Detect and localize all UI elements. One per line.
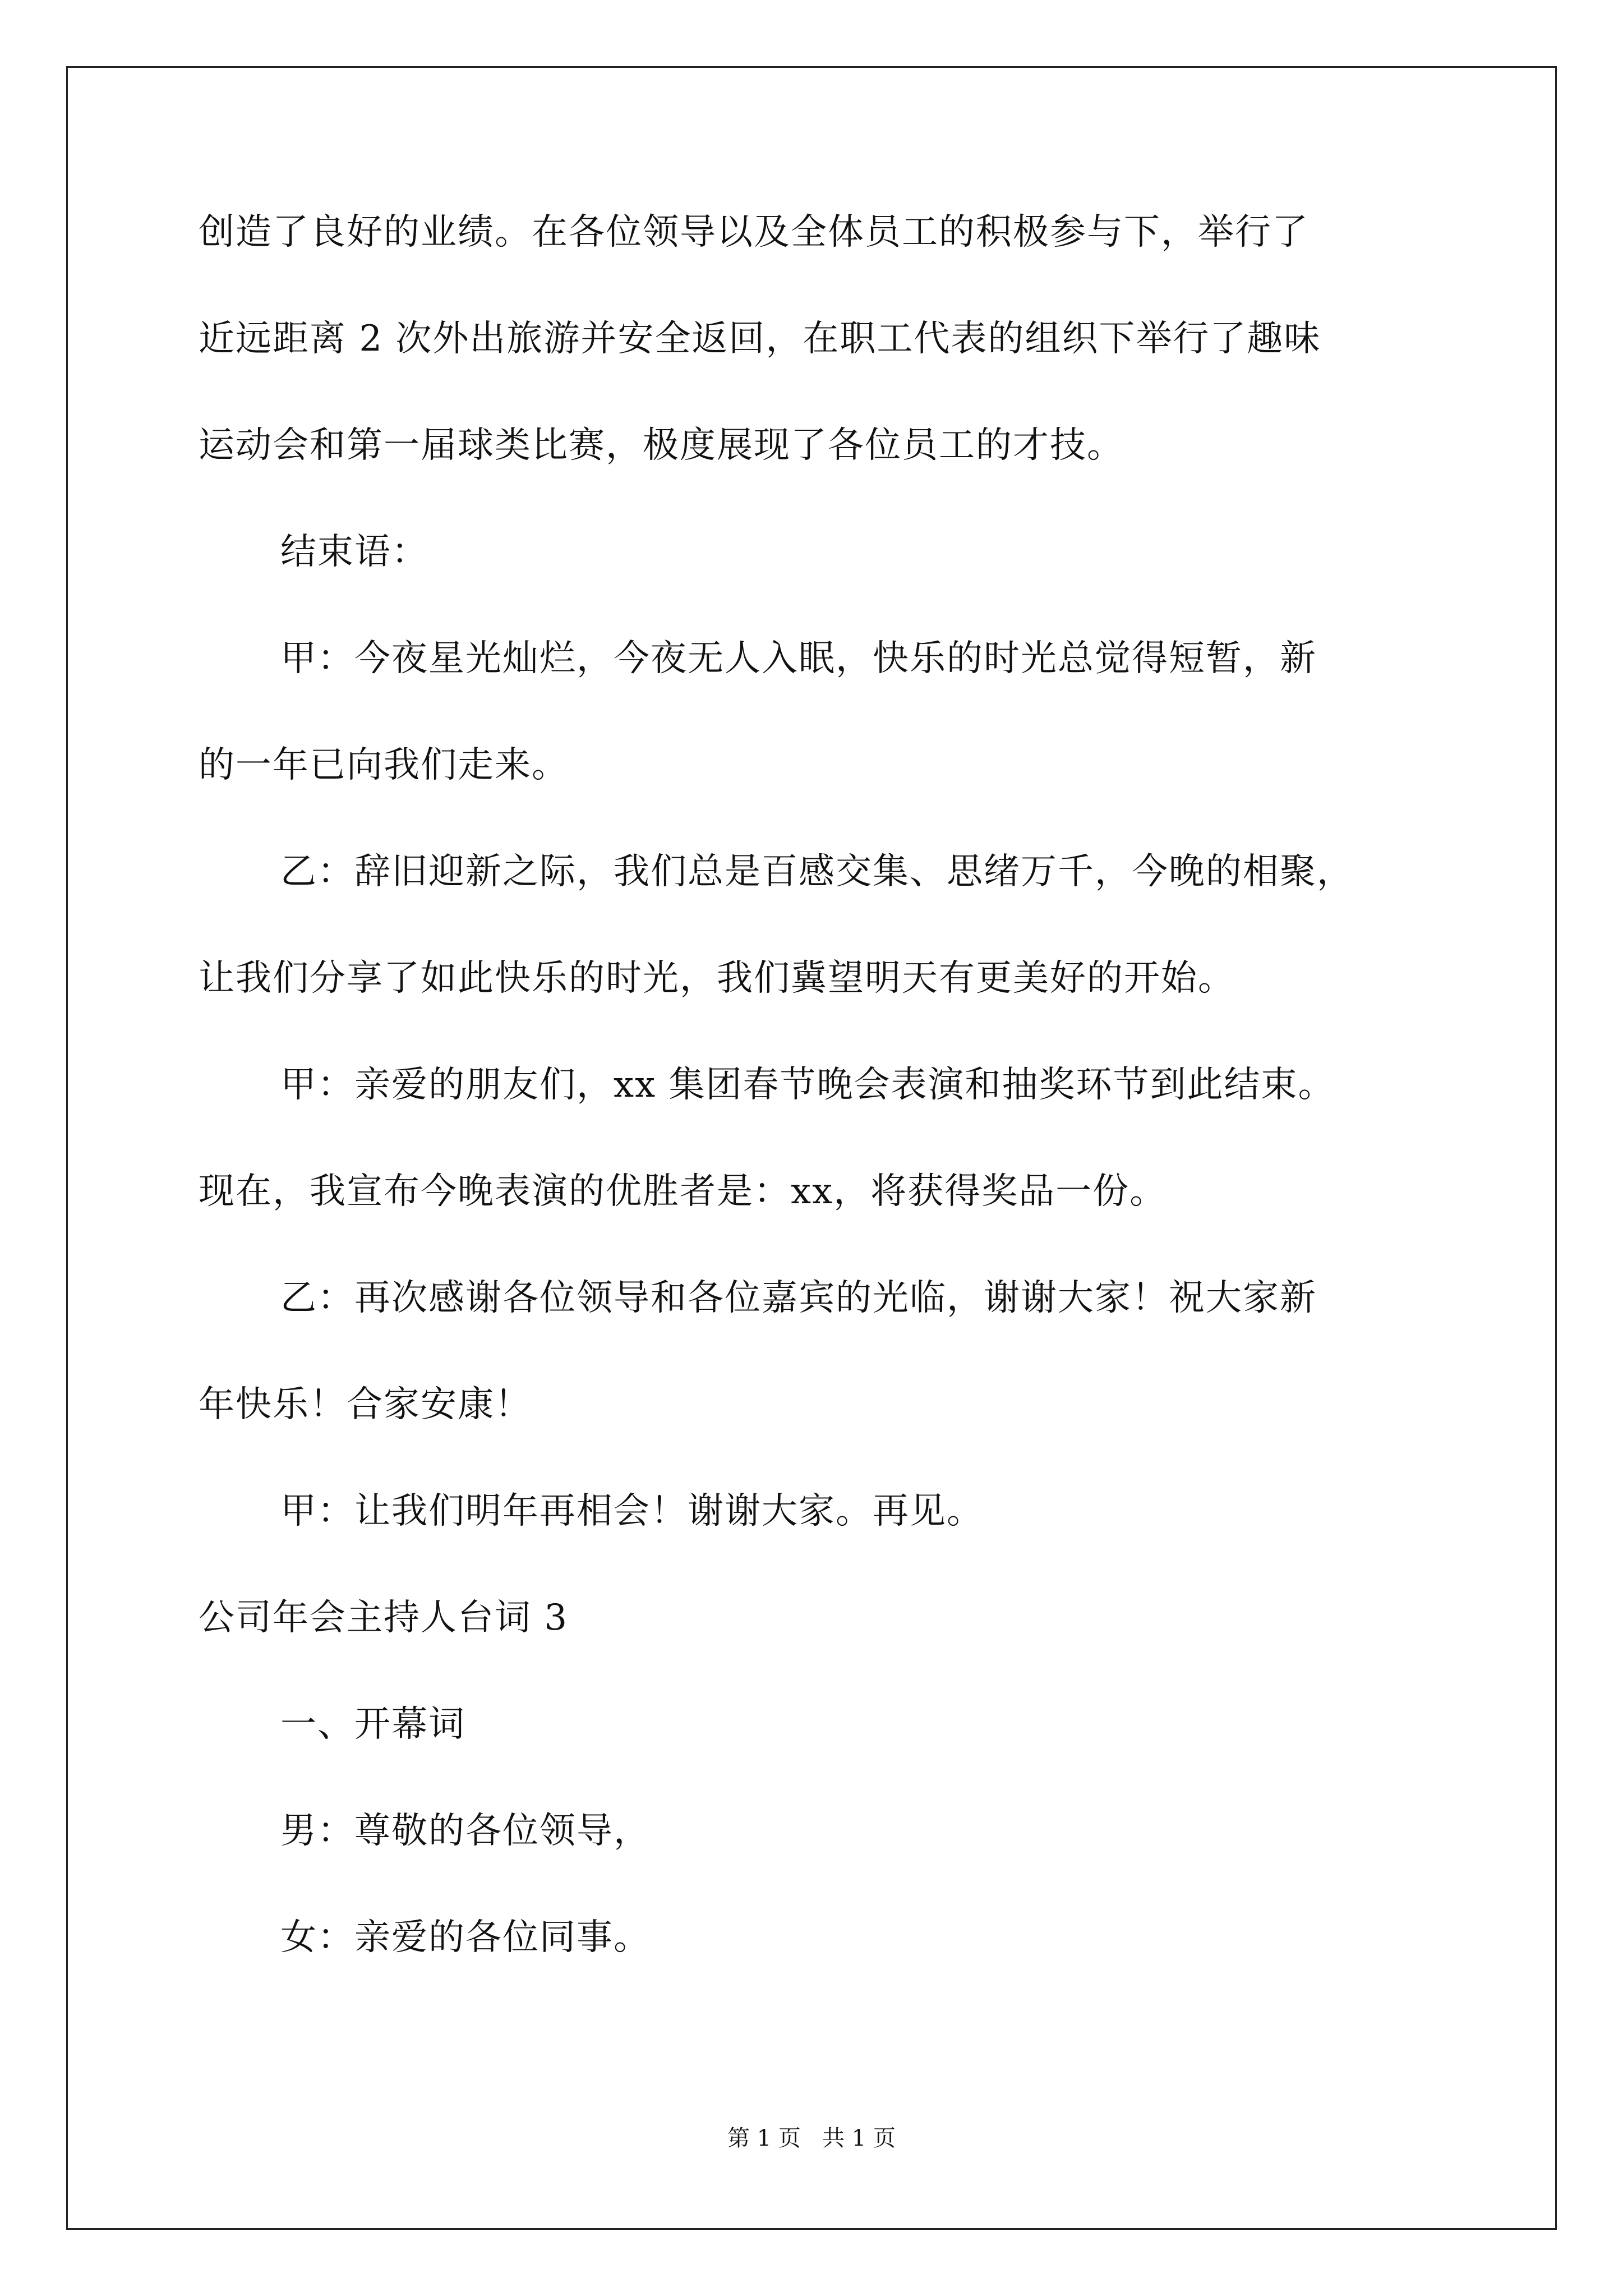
dialogue-line-jia-2-cont: 现在，我宣布今晚表演的优胜者是：xx，将获得奖品一份。 xyxy=(199,1171,1167,1212)
dialogue-line-male: 男：尊敬的各位领导， xyxy=(280,1810,651,1852)
dialogue-line-yi-2: 乙：再次感谢各位领导和各位嘉宾的光临，谢谢大家！祝大家新 xyxy=(280,1277,1317,1319)
document-section-title: 公司年会主持人台词 3 xyxy=(199,1597,569,1639)
subsection-heading-opening: 一、开幕词 xyxy=(280,1704,465,1745)
page-footer: 第 1 页 共 1 页 xyxy=(727,2125,896,2151)
section-heading-closing: 结束语： xyxy=(280,531,428,573)
dialogue-line-jia-2: 甲：亲爱的朋友们，xx 集团春节晚会表演和抽奖环节到此结束。 xyxy=(280,1064,1335,1106)
dialogue-line-yi-2-cont: 年快乐！合家安康！ xyxy=(199,1384,532,1425)
dialogue-line-yi-1-cont: 让我们分享了如此快乐的时光，我们冀望明天有更美好的开始。 xyxy=(199,958,1235,999)
dialogue-line-female: 女：亲爱的各位同事。 xyxy=(280,1917,651,1958)
dialogue-line-jia-1: 甲：今夜星光灿烂，今夜无人入眠，快乐的时光总觉得短暂，新 xyxy=(280,638,1317,679)
page-border xyxy=(66,66,1557,2230)
paragraph-line-2: 近远距离 2 次外出旅游并安全返回，在职工代表的组织下举行了趣味 xyxy=(199,318,1321,360)
paragraph-line-3: 运动会和第一届球类比赛，极度展现了各位员工的才技。 xyxy=(199,425,1124,466)
paragraph-line-1: 创造了良好的业绩。在各位领导以及全体员工的积极参与下，举行了 xyxy=(199,211,1309,253)
dialogue-line-jia-3: 甲：让我们明年再相会！谢谢大家。再见。 xyxy=(280,1490,984,1532)
dialogue-line-jia-1-cont: 的一年已向我们走来。 xyxy=(199,744,569,786)
dialogue-line-yi-1: 乙：辞旧迎新之际，我们总是百感交集、思绪万千，今晚的相聚， xyxy=(280,851,1354,892)
